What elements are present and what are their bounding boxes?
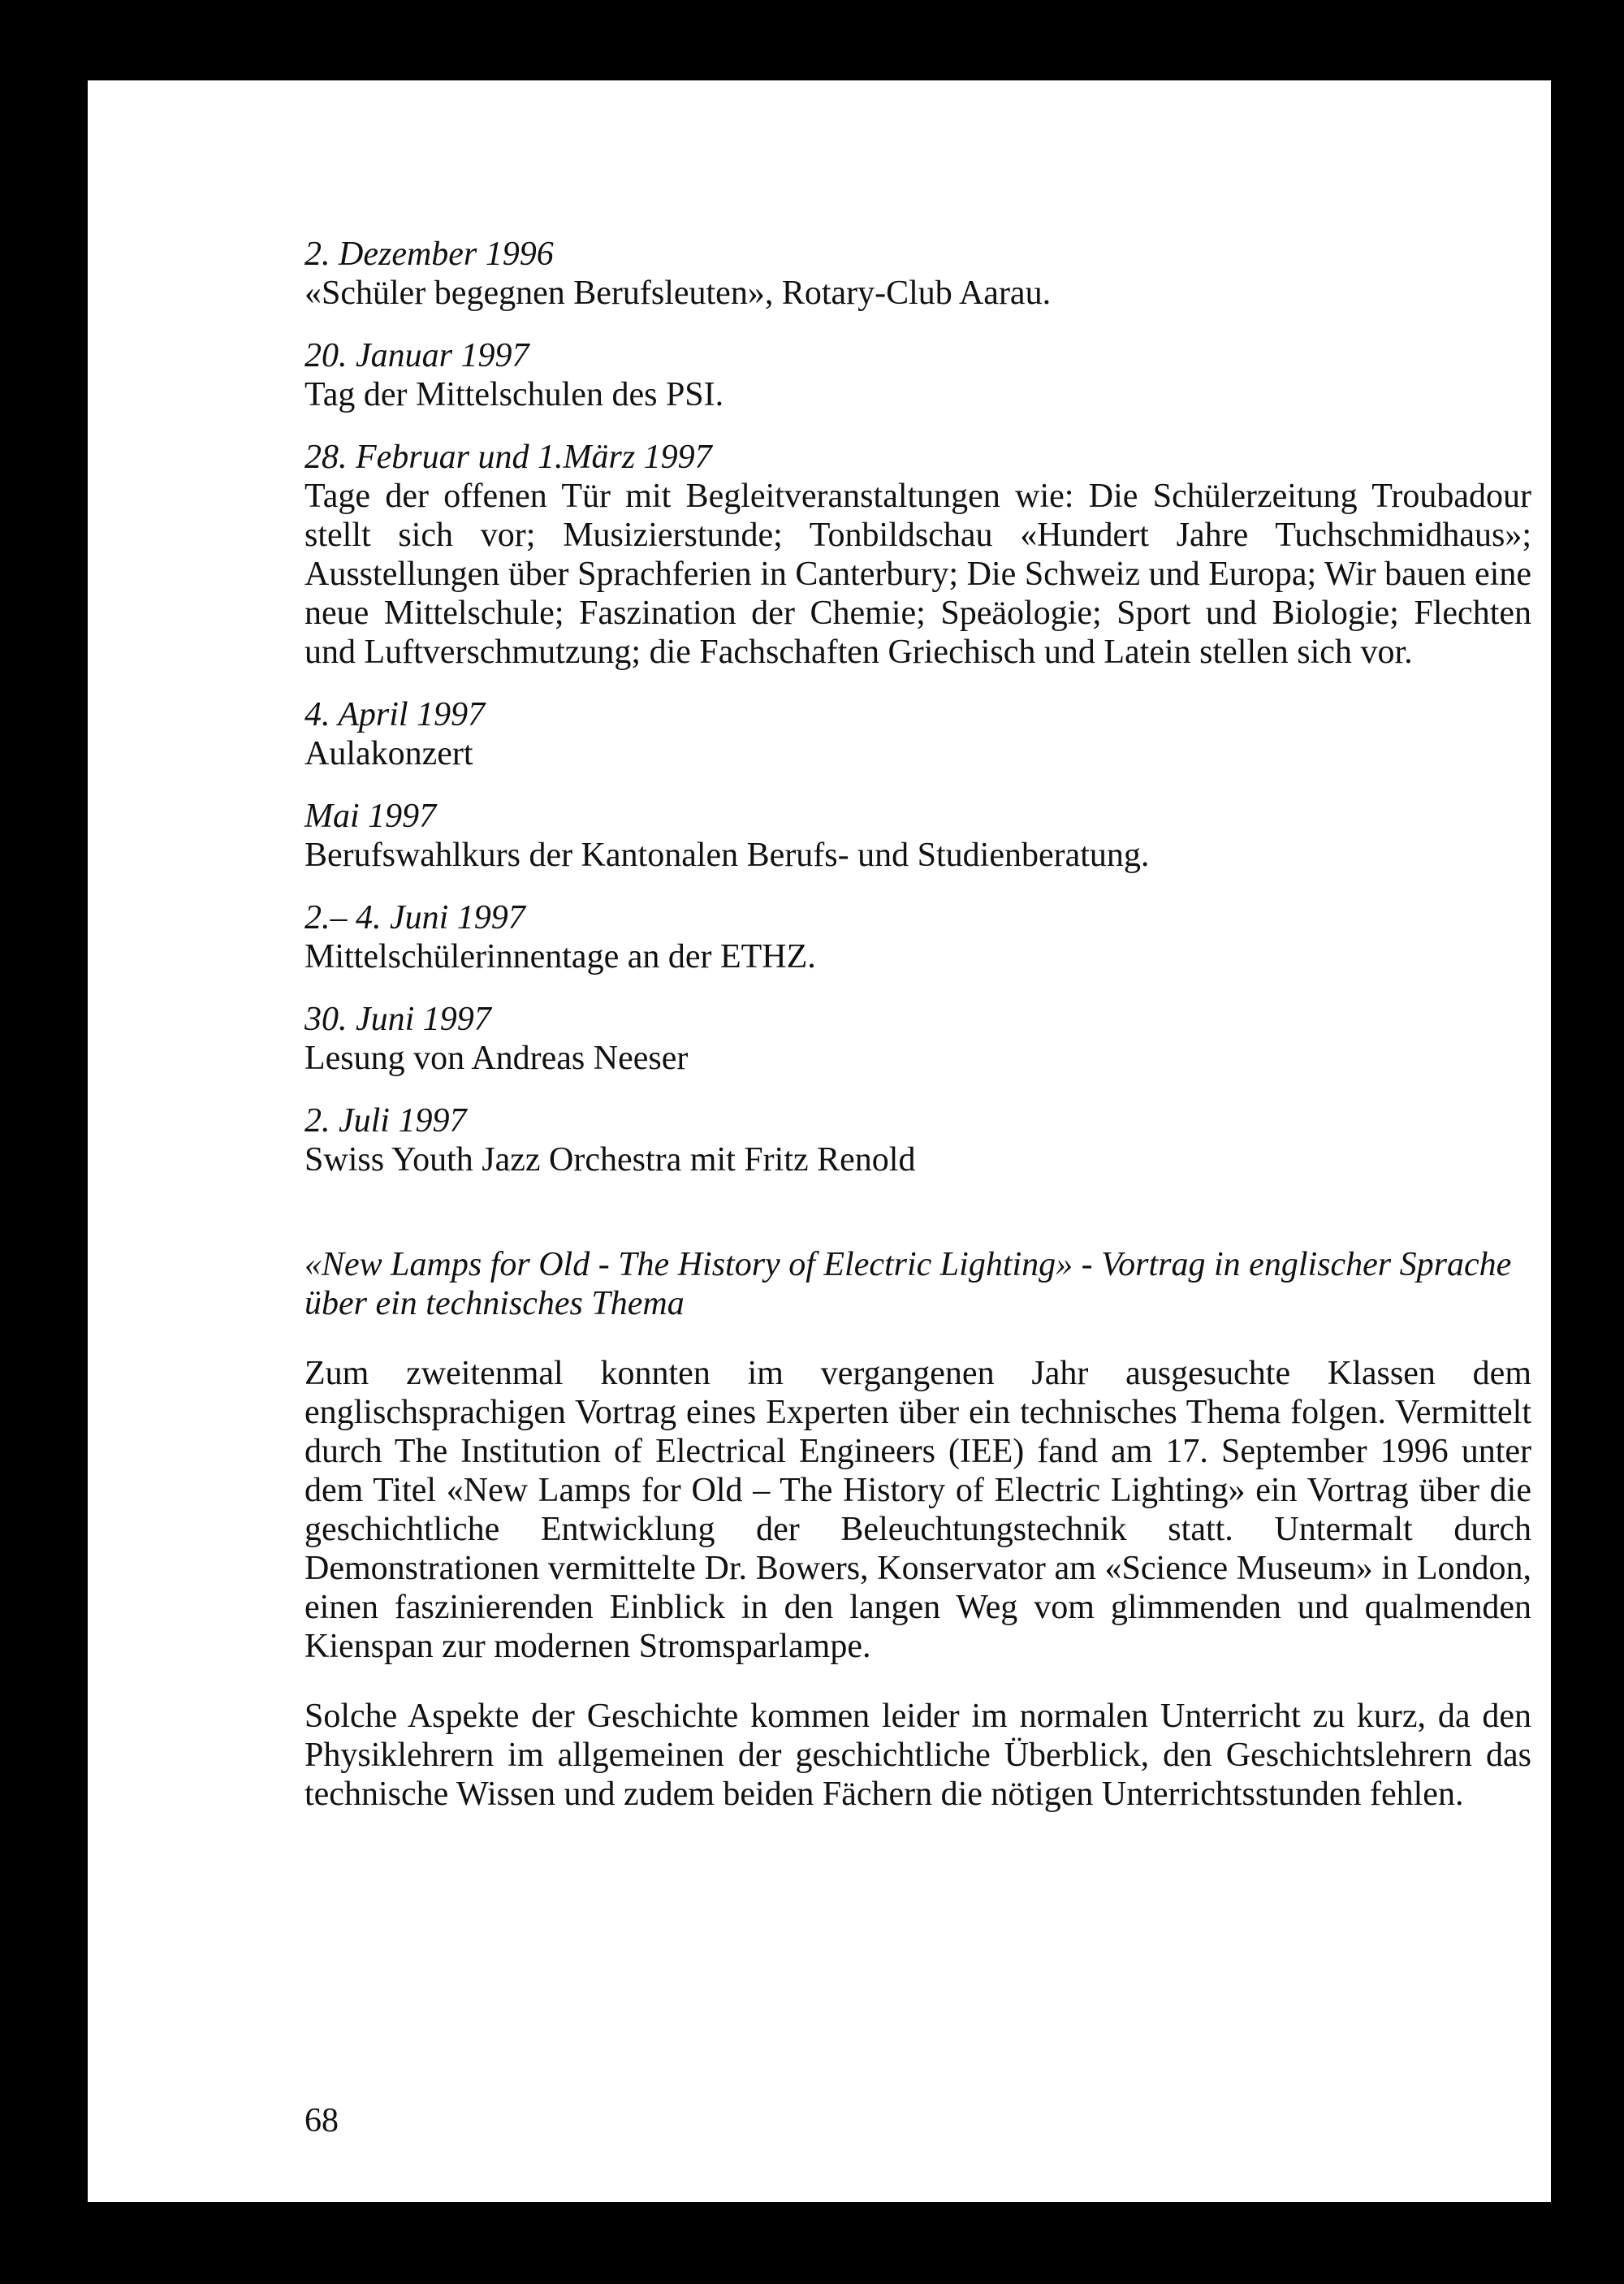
event-date: Mai 1997 bbox=[304, 798, 437, 835]
event-description: Tag der Mittelschulen des PSI. bbox=[304, 376, 724, 413]
event-date: 2.– 4. Juni 1997 bbox=[304, 899, 525, 937]
event-date: 30. Juni 1997 bbox=[304, 1001, 491, 1038]
event-description: Tage der offenen Tür mit Begleitveranstaltungen wie: Die Schülerzeitung Troubadour stellt sich vor; Musizierstunde; Tonbildschau «Hundert Jahre Tuchschmidhaus»; Ausstellungen über Sprachferien in Canterbury; Die Schweiz und Europa; Wir bauen eine neue Mittelschule; Faszination der Chemie; Speäologie; Sport und Biologie; Flechten und Luftverschmutzung; die Fachschaften Griechisch und Latein stellen sich vor. bbox=[304, 478, 1531, 671]
event-entry bbox=[304, 797, 1531, 875]
event-date: 4. April 1997 bbox=[304, 696, 486, 733]
event-date: 2. Dezember 1996 bbox=[304, 236, 554, 273]
event-entry bbox=[304, 1000, 1531, 1078]
body-paragraph: Zum zweitenmal konnten im vergangenen Jahr ausgesuchte Klassen dem englischsprachigen Vortrag eines Experten über ein technisches Thema folgen. Vermittelt durch The Institution of Electrical Engineers (IEE) fand am 17. September 1996 unter dem Titel «New Lamps for Old – The History of Electric Lighting» ein Vortrag über die geschichtliche Entwicklung der Beleuchtungstechnik statt. Untermalt durch Demonstrationen vermittelte Dr. Bowers, Konservator am «Science Museum» in London, einen faszinierenden Einblick in den langen Weg vom glimmenden und qualmenden Kienspan zur modernen Stromsparlampe. bbox=[304, 1355, 1531, 1665]
page-content bbox=[304, 235, 1531, 1845]
event-date: 2. Juli 1997 bbox=[304, 1102, 467, 1140]
event-description: «Schüler begegnen Berufsleuten», Rotary-Club Aarau. bbox=[304, 275, 1052, 312]
event-date: 28. Februar und 1.März 1997 bbox=[304, 439, 712, 476]
event-entry bbox=[304, 1101, 1531, 1179]
event-entry bbox=[304, 336, 1531, 414]
page-number: 68 bbox=[304, 2102, 339, 2139]
event-entry bbox=[304, 695, 1531, 773]
event-description: Berufswahlkurs der Kantonalen Berufs- und Studienberatung. bbox=[304, 837, 1150, 874]
event-entry bbox=[304, 438, 1531, 672]
body-paragraph: Solche Aspekte der Geschichte kommen leider im normalen Unterricht zu kurz, da den Physiklehrern im allgemeinen der geschichtliche Überblick, den Geschichtslehrern das technische Wissen und zudem beiden Fächern die nötigen Unterrichtsstunden fehlen. bbox=[304, 1698, 1531, 1813]
event-date: 20. Januar 1997 bbox=[304, 337, 529, 374]
event-description: Mittelschülerinnentage an der ETHZ. bbox=[304, 938, 816, 975]
document-page bbox=[88, 80, 1551, 2202]
event-description: Aulakonzert bbox=[304, 735, 473, 772]
event-entry bbox=[304, 898, 1531, 976]
event-description: Lesung von Andreas Neeser bbox=[304, 1040, 689, 1077]
event-entry bbox=[304, 235, 1531, 313]
section-heading: «New Lamps for Old - The History of Electric Lighting» - Vortrag in englischer Sprache über ein technisches Thema bbox=[304, 1246, 1512, 1322]
event-description: Swiss Youth Jazz Orchestra mit Fritz Renold bbox=[304, 1141, 916, 1179]
